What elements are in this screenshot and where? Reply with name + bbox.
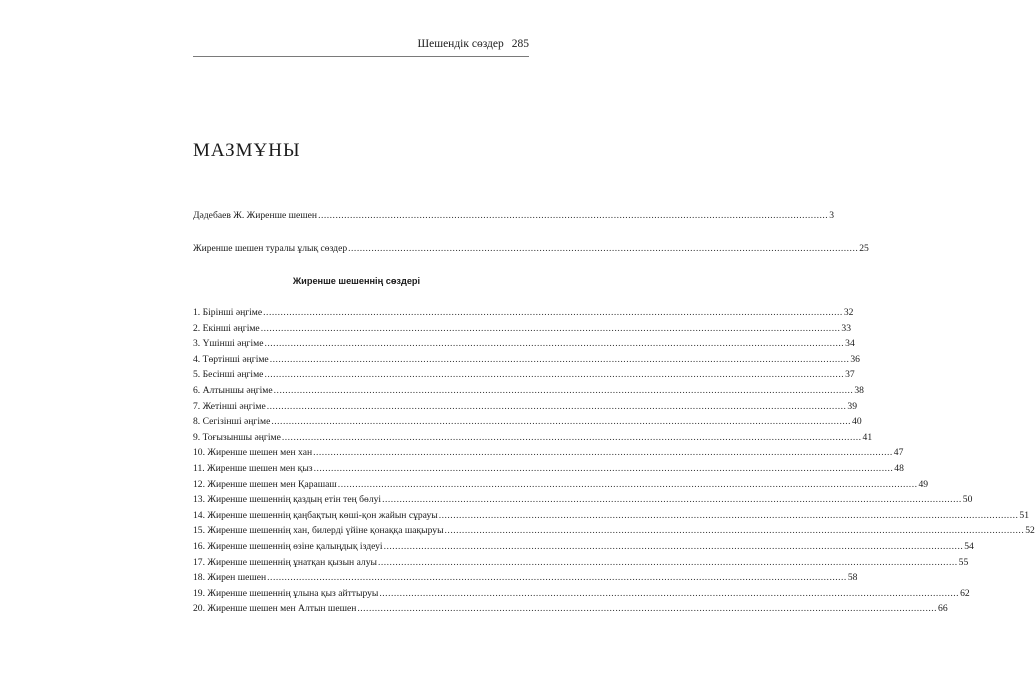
toc-leader-dots: ........................................................................................................................................................................................................ — [263, 307, 843, 318]
toc-leader-dots: ................................................................................................................................................................................ — [348, 243, 859, 254]
toc-entry-title: 17. Жиренше шешеннің ұнатқан қызын алуы — [193, 556, 377, 568]
toc-entry — [193, 337, 855, 351]
toc-leader-dots: ........................................................................................................................................................................................................ — [271, 416, 852, 428]
toc-entry — [193, 368, 855, 382]
toc-entry-title: Жиренше шешен туралы ұлық сөздер — [193, 243, 348, 254]
toc-entry — [193, 446, 904, 460]
toc-entry-title: 1. Бірінші әңгіме — [193, 307, 263, 318]
toc-leader-dots: ........................................................................................................................................................................................................ — [313, 463, 894, 474]
toc-entry-page: 39 — [847, 400, 858, 412]
toc-leader-dots: ........................................................................................................................................................................................................ — [438, 509, 1019, 521]
toc-leader-dots: ........................................................................................................................................................................................................ — [264, 338, 845, 350]
toc-entry — [193, 209, 834, 223]
toc-entry-page: 62 — [960, 587, 970, 599]
toc-entry — [193, 384, 864, 398]
toc-entry — [193, 462, 904, 476]
toc-leader-dots: ........................................................................................................................................................................................................ — [382, 494, 962, 506]
toc-entry-page: 32 — [843, 307, 854, 318]
toc-entry — [193, 400, 858, 414]
toc-entry-title: 12. Жиренше шешен мен Қарашаш — [193, 478, 337, 490]
toc-entry-page: 40 — [852, 416, 862, 428]
toc-entry-title: 6. Алтыншы әңгіме — [193, 385, 273, 396]
toc-entry — [193, 306, 854, 320]
toc-entry-page: 41 — [862, 431, 873, 443]
toc-entry-page: 38 — [854, 385, 864, 396]
toc-entry — [193, 353, 860, 367]
toc-entry-title: 4. Төртінші әңгіме — [193, 353, 269, 365]
toc-entry-title: 14. Жиренше шешеннің қаңбақтың көші-қон жайын сұрауы — [193, 509, 438, 521]
toc-leader-dots: ................................................................................................................................................................................ — [318, 210, 829, 221]
toc-entry-page: 49 — [918, 478, 929, 490]
toc-entry-page: 66 — [938, 603, 948, 615]
toc-entry — [193, 602, 948, 616]
toc-entry — [193, 571, 858, 585]
toc-leader-dots: ........................................................................................................................................................................................................ — [337, 478, 918, 490]
toc-leader-dots: ........................................................................................................................................................................................................ — [313, 447, 893, 459]
toc-entry-title: 8. Сегізінші әңгіме — [193, 416, 271, 428]
toc-entry-page: 37 — [845, 369, 855, 381]
toc-entry-title: 10. Жиренше шешен мен хан — [193, 447, 313, 459]
toc-entry-title: 7. Жетінші әңгіме — [193, 400, 266, 412]
section-heading: Жиренше шешеннің сөздері — [292, 276, 421, 286]
toc-leader-dots: ........................................................................................................................................................................................................ — [266, 400, 847, 412]
toc-entry-page: 50 — [962, 494, 973, 506]
toc-leader-dots: ........................................................................................................................................................................................................ — [260, 322, 841, 334]
toc-leader-dots: ........................................................................................................................................................................................................ — [444, 525, 1025, 537]
toc-entry — [193, 431, 873, 445]
toc-entry-page: 52 — [1025, 525, 1035, 537]
toc-entry-page: 36 — [850, 353, 860, 365]
running-header — [193, 38, 529, 57]
toc-entry-title: 18. Жирен шешен — [193, 572, 267, 584]
toc-entry-title: 16. Жиренше шешеннің өзіне қалыңдық іздеуі — [193, 541, 383, 552]
toc-entry-page: 48 — [894, 463, 904, 474]
toc-entry — [193, 478, 929, 492]
toc-entry-title: 11. Жиренше шешен мен қыз — [193, 463, 313, 474]
toc-entry — [193, 556, 969, 570]
toc-entry-page: 25 — [859, 243, 869, 254]
toc-entry — [193, 242, 869, 256]
toc-leader-dots: ........................................................................................................................................................................................................ — [267, 572, 847, 584]
toc-entry-page: 54 — [964, 541, 974, 552]
toc-entry-title: 19. Жиренше шешеннің ұлына қыз айттыруы — [193, 587, 379, 599]
toc-leader-dots: ........................................................................................................................................................................................................ — [357, 603, 938, 615]
toc-entry-title: Дәдебаев Ж. Жиренше шешен — [193, 210, 318, 221]
toc-leader-dots: ........................................................................................................................................................................................................ — [281, 431, 862, 443]
page-title: МАЗМҰНЫ — [193, 140, 301, 161]
toc-entry — [193, 524, 1035, 538]
toc-entry — [193, 415, 862, 429]
running-header-page-number: 285 — [511, 38, 529, 50]
toc-entry-page: 34 — [845, 338, 855, 350]
toc-entry — [193, 493, 973, 507]
toc-entry-page: 55 — [958, 556, 969, 568]
toc-entry-title: 3. Үшінші әңгіме — [193, 338, 264, 350]
toc-entry-title: 13. Жиренше шешеннің қаздың етін тең бөлуі — [193, 494, 382, 506]
toc-entry-page: 51 — [1019, 509, 1029, 521]
toc-entry-title: 5. Бесінші әңгіме — [193, 369, 264, 381]
toc-entry-title: 20. Жиренше шешен мен Алтын шешен — [193, 603, 357, 615]
toc-entry — [193, 540, 974, 554]
toc-entry-page: 33 — [841, 322, 851, 334]
toc-entry-page: 3 — [829, 210, 834, 221]
toc-leader-dots: ........................................................................................................................................................................................................ — [273, 385, 854, 396]
toc-leader-dots: ........................................................................................................................................................................................................ — [377, 556, 958, 568]
toc-entry — [193, 587, 970, 601]
toc-entry-page: 58 — [847, 572, 858, 584]
toc-entry-title: 9. Тоғызыншы әңгіме — [193, 431, 281, 443]
toc-leader-dots: ........................................................................................................................................................................................................ — [383, 541, 964, 552]
toc-entry — [193, 322, 851, 336]
toc-leader-dots: ........................................................................................................................................................................................................ — [264, 369, 845, 381]
toc-leader-dots: ........................................................................................................................................................................................................ — [379, 587, 960, 599]
running-header-title: Шешендік сөздер — [417, 38, 504, 50]
toc-entry-title: 15. Жиренше шешеннің хан, билерді үйіне қонаққа шақыруы — [193, 525, 444, 537]
toc-entry-title: 2. Екінші әңгіме — [193, 322, 260, 334]
toc-leader-dots: ........................................................................................................................................................................................................ — [269, 353, 850, 365]
toc-entry — [193, 509, 1029, 523]
toc-entry-page: 47 — [893, 447, 904, 459]
